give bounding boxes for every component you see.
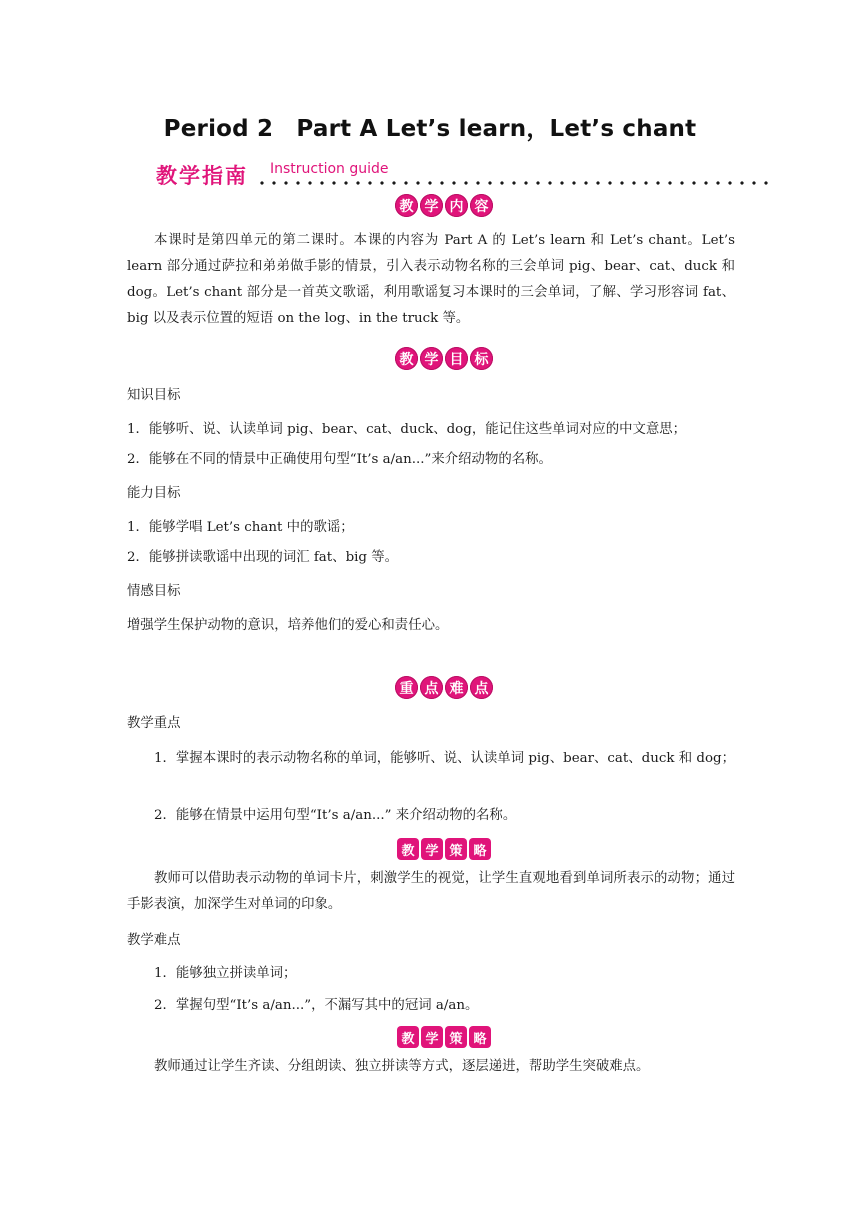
badge-char: 教	[395, 194, 418, 217]
badge-char: 难	[445, 676, 468, 699]
badge-teaching-content	[395, 194, 493, 217]
difficulty-strategy-text: 教师通过让学生齐读、分组朗读、独立拼读等方式，逐层递进，帮助学生突破难点。	[154, 1059, 650, 1074]
difficulty-heading: 教学难点	[127, 933, 181, 948]
focus-heading: 教学重点	[127, 716, 181, 731]
dotted-divider	[256, 180, 768, 186]
strategy-char: 教	[397, 838, 419, 860]
strategy-char: 策	[445, 1026, 467, 1048]
emotion-goal-text: 增强学生保护动物的意识，培养他们的爱心和责任心。	[127, 618, 449, 633]
knowledge-goal-1: 1．能够听、说、认读单词 pig、bear、cat、duck、dog，能记住这些单词对应的中文意思；	[127, 422, 687, 437]
difficulty-item-1: 1．能够独立拼读单词；	[154, 966, 297, 981]
badge-char: 内	[445, 194, 468, 217]
focus-item-1: 1．掌握本课时的表示动物名称的单词，能够听、说、认读单词 pig、bear、cat、duck 和 dog；	[154, 751, 735, 766]
badge-char: 点	[420, 676, 443, 699]
badge-char: 重	[395, 676, 418, 699]
focus-strategy-text: 教师可以借助表示动物的单词卡片，刺激学生的视觉，让学生直观地看到单词所表示的动物；通过手影表演，加深学生对单词的印象。	[127, 871, 735, 912]
knowledge-goals-heading: 知识目标	[127, 388, 181, 403]
strategy-char: 略	[469, 1026, 491, 1048]
ability-goal-1: 1．能够学唱 Let’s chant 中的歌谣；	[127, 520, 354, 535]
badge-char: 教	[395, 347, 418, 370]
badge-teaching-goals	[395, 347, 493, 370]
ability-goal-2: 2．能够拼读歌谣中出现的词汇 fat、big 等。	[127, 550, 399, 565]
badge-strategy-difficulty	[397, 1026, 491, 1048]
strategy-char: 学	[421, 838, 443, 860]
badge-char: 学	[420, 347, 443, 370]
ability-goals-heading: 能力目标	[127, 486, 181, 501]
guide-title-en: Instruction guide	[270, 161, 389, 177]
focus-item-2: 2．能够在情景中运用句型“It’s a/an...” 来介绍动物的名称。	[154, 808, 517, 823]
strategy-char: 学	[421, 1026, 443, 1048]
difficulty-item-2: 2．掌握句型“It’s a/an...”，不漏写其中的冠词 a/an。	[154, 998, 479, 1013]
page-title: Period 2 Part A Let’s learn，Let’s chant	[163, 116, 697, 142]
guide-title-zh: 教学指南	[156, 164, 248, 188]
badge-strategy-focus	[397, 838, 491, 860]
strategy-char: 策	[445, 838, 467, 860]
badge-char: 目	[445, 347, 468, 370]
strategy-char: 教	[397, 1026, 419, 1048]
badge-char: 学	[420, 194, 443, 217]
strategy-char: 略	[469, 838, 491, 860]
knowledge-goal-2: 2．能够在不同的情景中正确使用句型“It’s a/an...”来介绍动物的名称。	[127, 452, 552, 467]
emotion-goals-heading: 情感目标	[127, 584, 181, 599]
badge-key-difficult-points	[395, 676, 493, 699]
content-paragraph: 本课时是第四单元的第二课时。本课的内容为 Part A 的 Let’s learn 和 Let’s chant。Let’s learn 部分通过萨拉和弟弟做手影的情景，引入表示动物名称的三会单词 pig、bear、cat、duck 和 dog。Let’s chant 部分是一首英文歌谣，利用歌谣复习本课时的三会单词，了解、学习形容词 fat、big 以及表示位置的短语 on the log、in the truck 等。	[127, 233, 735, 326]
badge-char: 标	[470, 347, 493, 370]
badge-char: 点	[470, 676, 493, 699]
badge-char: 容	[470, 194, 493, 217]
instruction-guide-header	[156, 158, 768, 192]
